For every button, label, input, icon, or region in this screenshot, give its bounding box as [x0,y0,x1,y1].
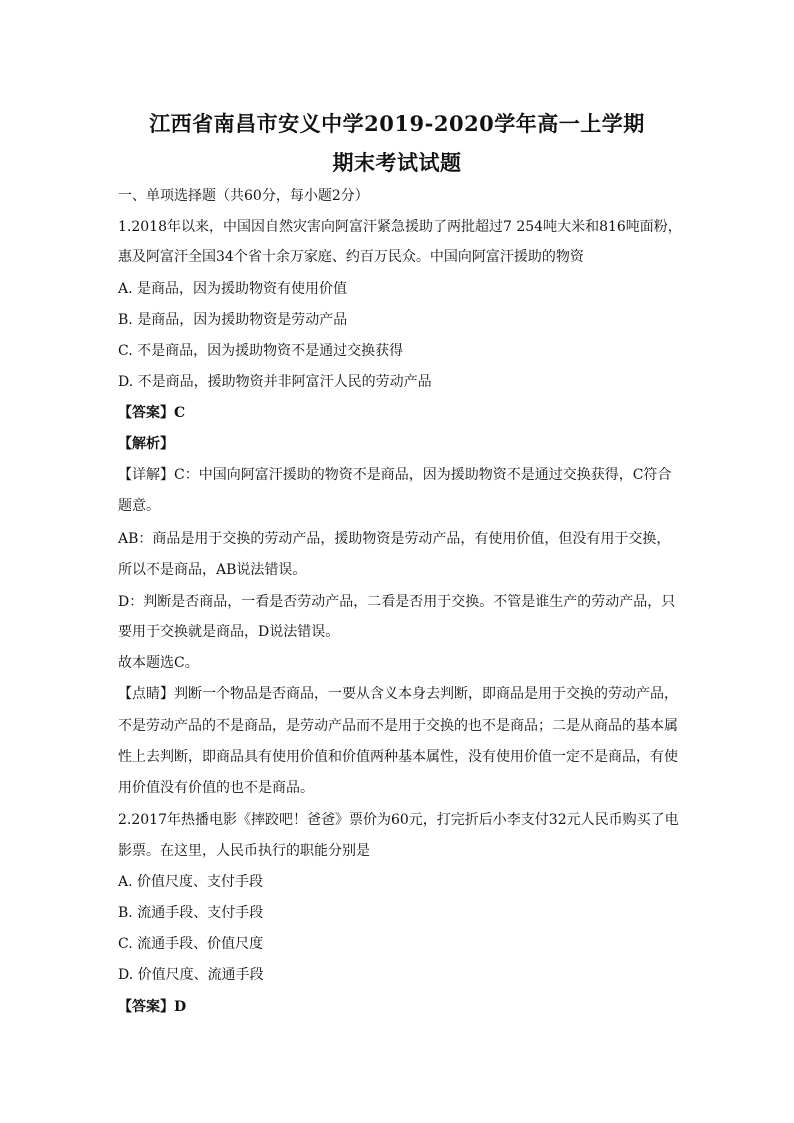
q1-answer: 【答案】C [118,405,186,421]
q2-option-a: A. 价值尺度、支付手段 [118,874,264,890]
q2-option-b: B. 流通手段、支付手段 [118,905,264,921]
q1-note-line1: 【点睛】判断一个物品是否商品，一要从含义本身去判断，即商品是用于交换的劳动产品， [118,686,678,702]
q1-detail-line1: 【详解】C：中国向阿富汗援助的物资不是商品，因为援助物资不是通过交换获得，C符合 [118,467,672,483]
q1-note-line4: 用价值没有价值的也不是商品。 [118,780,314,796]
q1-analysis-tag: 【解析】 [118,436,174,452]
q1-d-line1: D：判断是否商品，一看是否劳动产品，二看是否用于交换。不管是谁生产的劳动产品，只 [118,594,676,610]
q1-option-b: B. 是商品，因为援助物资是劳动产品 [118,312,348,328]
q1-note-line3: 性上去判断，即商品具有使用价值和价值两种基本属性，没有使用价值一定不是商品，有使 [118,749,678,765]
q1-d-line2: 要用于交换就是商品，D说法错误。 [118,624,340,640]
q1-detail-line2: 题意。 [118,498,160,514]
q1-option-a: A. 是商品，因为援助物资有使用价值 [118,281,348,297]
q1-ab-line1: AB：商品是用于交换的劳动产品，援助物资是劳动产品，有使用价值，但没有用于交换， [118,531,671,547]
section-heading: 一、单项选择题（共60分，每小题2分） [118,188,369,204]
q1-option-c: C. 不是商品，因为援助物资不是通过交换获得 [118,343,404,359]
q1-ab-line2: 所以不是商品，AB说法错误。 [118,562,307,578]
q1-conclusion: 故本题选C。 [118,655,199,671]
q1-option-d: D. 不是商品，援助物资并非阿富汗人民的劳动产品 [118,374,432,390]
q1-stem-line1: 1.2018年以来，中国因自然灾害向阿富汗紧急援助了两批超过7 254吨大米和816吨面粉， [118,219,682,235]
q2-answer: 【答案】D [118,999,187,1015]
q2-stem-line2: 影票。在这里，人民币执行的职能分别是 [118,843,370,859]
document-title-line2: 期末考试试题 [332,150,462,175]
q1-stem-line2: 惠及阿富汗全国34个省十余万家庭、约百万民众。中国向阿富汗援助的物资 [118,249,584,265]
q2-option-d: D. 价值尺度、流通手段 [118,967,264,983]
q2-stem-line1: 2.2017年热播电影《摔跤吧！爸爸》票价为60元，打完折后小李支付32元人民币购买了电 [118,812,679,828]
q1-note-line2: 不是劳动产品的不是商品，是劳动产品而不是用于交换的也不是商品；二是从商品的基本属 [118,718,678,734]
document-title-line1: 江西省南昌市安义中学2019-2020学年高一上学期 [149,111,645,136]
q2-option-c: C. 流通手段、价值尺度 [118,936,264,952]
